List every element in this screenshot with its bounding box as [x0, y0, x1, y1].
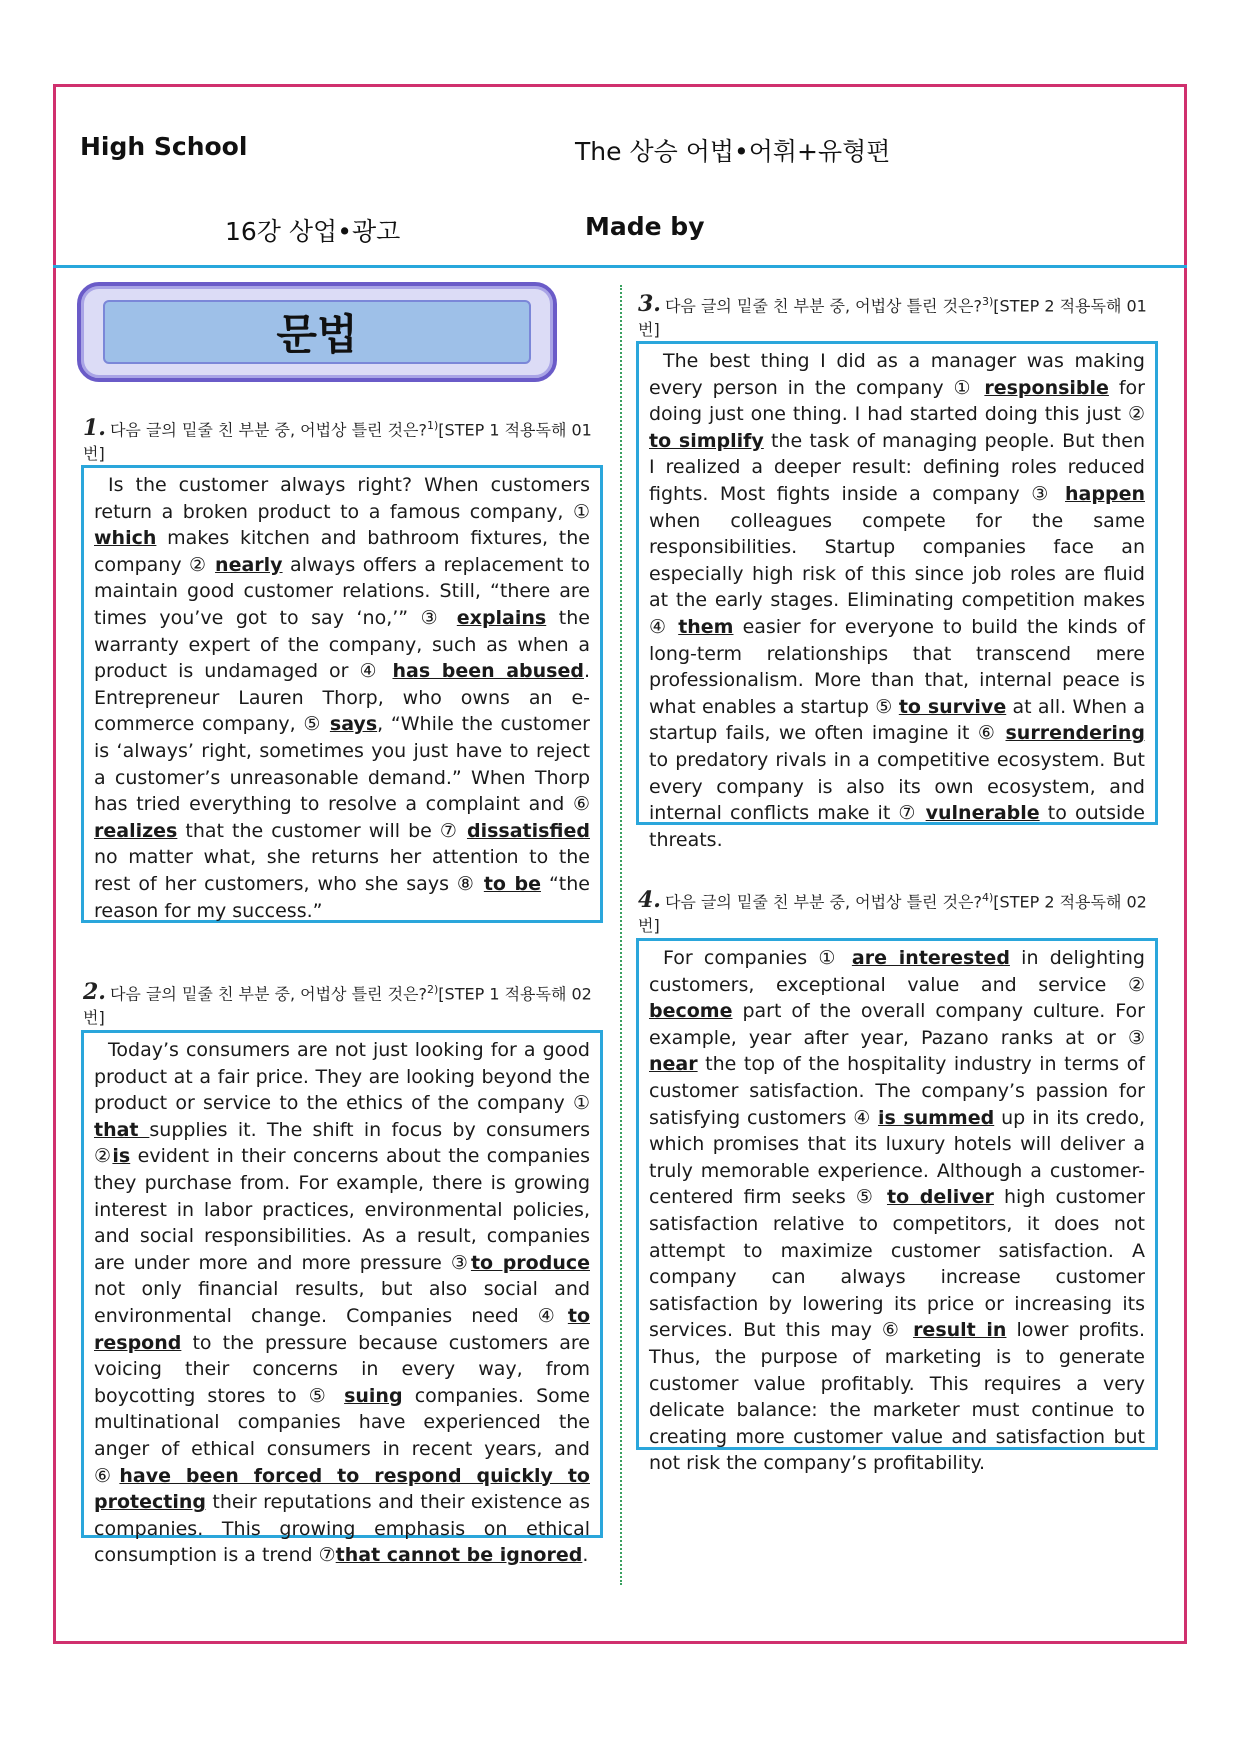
underlined-choice: vulnerable [925, 802, 1040, 825]
passage-segment: the warranty expert of the company, such as when a product is undamaged or ④ [94, 606, 590, 683]
passage-segment: the task of managing people. But then I realized a deeper result: defining roles reduced fights. Most fights inside a company ③ [649, 429, 1145, 505]
passage-text [649, 945, 1145, 1477]
passage-segment: Today’s consumers are not just looking for a good product at a fair price. They are looking beyond the product or service to the ethics of the company ① [94, 1039, 590, 1115]
passage-segment: that the customer will be ⑦ [177, 819, 467, 842]
underlined-choice: suing [344, 1384, 403, 1407]
underlined-choice: has been abused [392, 660, 584, 683]
question-source: [STEP 1 적용독해 01번] [83, 420, 592, 464]
passage-segment: the top of the hospitality industry in terms of customer satisfaction. The company’s passion for satisfying customers ④ [649, 1053, 1145, 1129]
passage-segment: to predatory rivals in a competitive ecosystem. But every company is also its own ecosystem, and internal conflicts make it ⑦ [649, 748, 1145, 825]
underlined-choice: says [329, 713, 378, 736]
passage-segment: their reputations and their existence as companies. This growing emphasis on ethical consumption is a trend ⑦ [94, 1491, 590, 1567]
passage-segment: to the pressure because customers are voicing their concerns in every way, from boycotting stores to ⑤ [94, 1331, 590, 1407]
passage-segment: not only financial results, but also social and environmental change. Companies need ④ [94, 1278, 590, 1327]
underlined-choice: to produce [470, 1251, 590, 1274]
column-divider [620, 285, 622, 1585]
question-prompt: 다음 글의 밑줄 친 부분 중, 어법상 틀린 것은? [664, 892, 982, 912]
underlined-choice: to be [483, 872, 541, 895]
underlined-choice: which [94, 527, 157, 550]
underlined-choice: dissatisfied [466, 819, 590, 842]
lesson-title: 16강 상업•광고 [225, 217, 401, 246]
section-title: 문법 [103, 300, 531, 364]
passage-text [94, 1037, 590, 1569]
passage-segment: evident in their concerns about the companies they purchase from. For example, there is growing interest in labor practices, environmental policies, and social responsibilities. As a result, companies are under more and more pressure ③ [94, 1145, 590, 1274]
question-prompt: 다음 글의 밑줄 친 부분 중, 어법상 틀린 것은? [664, 296, 982, 316]
underlined-choice: result in [913, 1319, 1007, 1342]
underlined-choice: have been forced to respond quickly to protecting [94, 1464, 590, 1514]
footnote-marker: 3) [982, 295, 994, 308]
passage-segment: makes kitchen and bathroom fixtures, the company ② [94, 527, 590, 576]
question-1-passage [81, 465, 603, 923]
passage-segment: . [582, 1544, 589, 1567]
question-3-passage [636, 341, 1158, 851]
passage-segment: . Entrepreneur Lauren Thorp, who owns an e-commerce company, ⑤ [94, 660, 590, 736]
passage-segment: lower profits. Thus, the purpose of marketing is to generate customer value profitably. This requires a very delicate balance: the marketer must continue to creating more customer value and satisfaction but not risk the company’s profitability. [649, 1319, 1145, 1475]
footnote-marker: 4) [982, 891, 994, 904]
underlined-choice: to respond [94, 1304, 590, 1354]
passage-segment: “the reason for my success.” [94, 872, 590, 922]
question-number: 1. [83, 415, 106, 442]
passage-segment: to outside threats. [649, 802, 1145, 851]
section-title-badge [77, 282, 557, 382]
passage-segment: The best thing I did as a manager was making every person in the company ① [649, 350, 1145, 399]
passage-segment: up in its credo, which promises that its luxury hotels will deliver a truly memorable experience. Although a customer-centered firm seeks ⑤ [649, 1106, 1146, 1209]
underlined-choice: explains [456, 606, 547, 629]
underlined-choice: to simplify [649, 429, 764, 452]
passage-segment: Is the customer always right? When customers return a broken product to a famous company, ① [94, 474, 590, 523]
passage-segment: in delighting customers, exceptional value and service ② [649, 947, 1145, 996]
made-by-label: Made by [585, 212, 705, 241]
underlined-choice: is summed [878, 1106, 995, 1129]
underlined-choice: to survive [898, 695, 1007, 718]
book-title: The 상승 어법•어휘+유형편 [575, 137, 891, 166]
underlined-choice: become [649, 1000, 733, 1023]
underlined-choice: to deliver [886, 1186, 994, 1209]
underlined-choice: realizes [94, 819, 178, 842]
question-number: 4. [638, 887, 661, 914]
underlined-choice: is [112, 1145, 131, 1168]
passage-segment: when colleagues compete for the same responsibilities. Startup companies face an especially high risk of this since job roles are fluid at the early stages. Eliminating competition makes ④ [649, 509, 1145, 638]
passage-segment: high customer satisfaction relative to competitors, it does not attempt to maximize customer satisfaction. A company can always increase customer satisfaction by lowering its price or increasing its services. But this may ⑥ [649, 1186, 1145, 1342]
question-source: [STEP 1 적용독해 02번] [83, 984, 592, 1028]
question-4-header [638, 886, 1160, 938]
passage-segment: For companies ① [663, 947, 852, 969]
question-4-passage [636, 938, 1158, 1475]
question-2-header [83, 978, 605, 1030]
passage-segment: easier for everyone to build the kinds of long-term relationships that transcend mere professionalism. More than that, internal peace is what enables a startup ⑤ [649, 615, 1145, 718]
passage-segment: companies. Some multinational companies have experienced the anger of ethical consumers in recent years, and ⑥ [94, 1384, 590, 1487]
underlined-choice: happen [1065, 482, 1145, 505]
question-source: [STEP 2 적용독해 01번] [638, 296, 1147, 340]
passage-segment: no matter what, she returns her attention to the rest of her customers, who she says ⑧ [94, 846, 590, 895]
question-1-header [83, 414, 605, 466]
question-3-header [638, 290, 1160, 342]
question-2-passage [81, 1030, 603, 1567]
passage-segment: always offers a replacement to maintain good customer relations. Still, “there are times you’ve got to say ‘no,’” ③ [94, 553, 590, 629]
underlined-choice: that [94, 1118, 150, 1141]
question-prompt: 다음 글의 밑줄 친 부분 중, 어법상 틀린 것은? [109, 984, 427, 1004]
underlined-choice: surrendering [1005, 722, 1145, 745]
underlined-choice: are interested [851, 947, 1010, 969]
question-prompt: 다음 글의 밑줄 친 부분 중, 어법상 틀린 것은? [109, 420, 427, 440]
passage-text [94, 472, 590, 924]
school-label: High School [80, 132, 248, 161]
underlined-choice: near [649, 1053, 698, 1076]
underlined-choice: responsible [984, 376, 1109, 399]
question-number: 3. [638, 291, 661, 318]
question-source: [STEP 2 적용독해 02번] [638, 892, 1147, 936]
footnote-marker: 1) [427, 419, 439, 432]
question-number: 2. [83, 979, 106, 1006]
underlined-choice: that cannot be ignored [335, 1544, 583, 1567]
passage-segment: for doing just one thing. I had started doing this just ② [649, 376, 1145, 426]
passage-segment: supplies it. The shift in focus by consumers ② [94, 1118, 590, 1168]
underlined-choice: nearly [215, 553, 283, 576]
passage-segment: part of the overall company culture. For example, year after year, Pazano ranks at or ③ [649, 1000, 1145, 1049]
passage-segment: , “While the customer is ‘always’ right, sometimes you just have to reject a customer’s unreasonable demand.” When Thorp has tried everything to resolve a complaint and ⑥ [94, 713, 590, 816]
passage-segment: at all. When a startup fails, we often imagine it ⑥ [649, 695, 1145, 745]
passage-text [649, 348, 1145, 853]
underlined-choice: them [678, 615, 734, 638]
footnote-marker: 2) [427, 983, 439, 996]
header-divider [53, 265, 1187, 268]
